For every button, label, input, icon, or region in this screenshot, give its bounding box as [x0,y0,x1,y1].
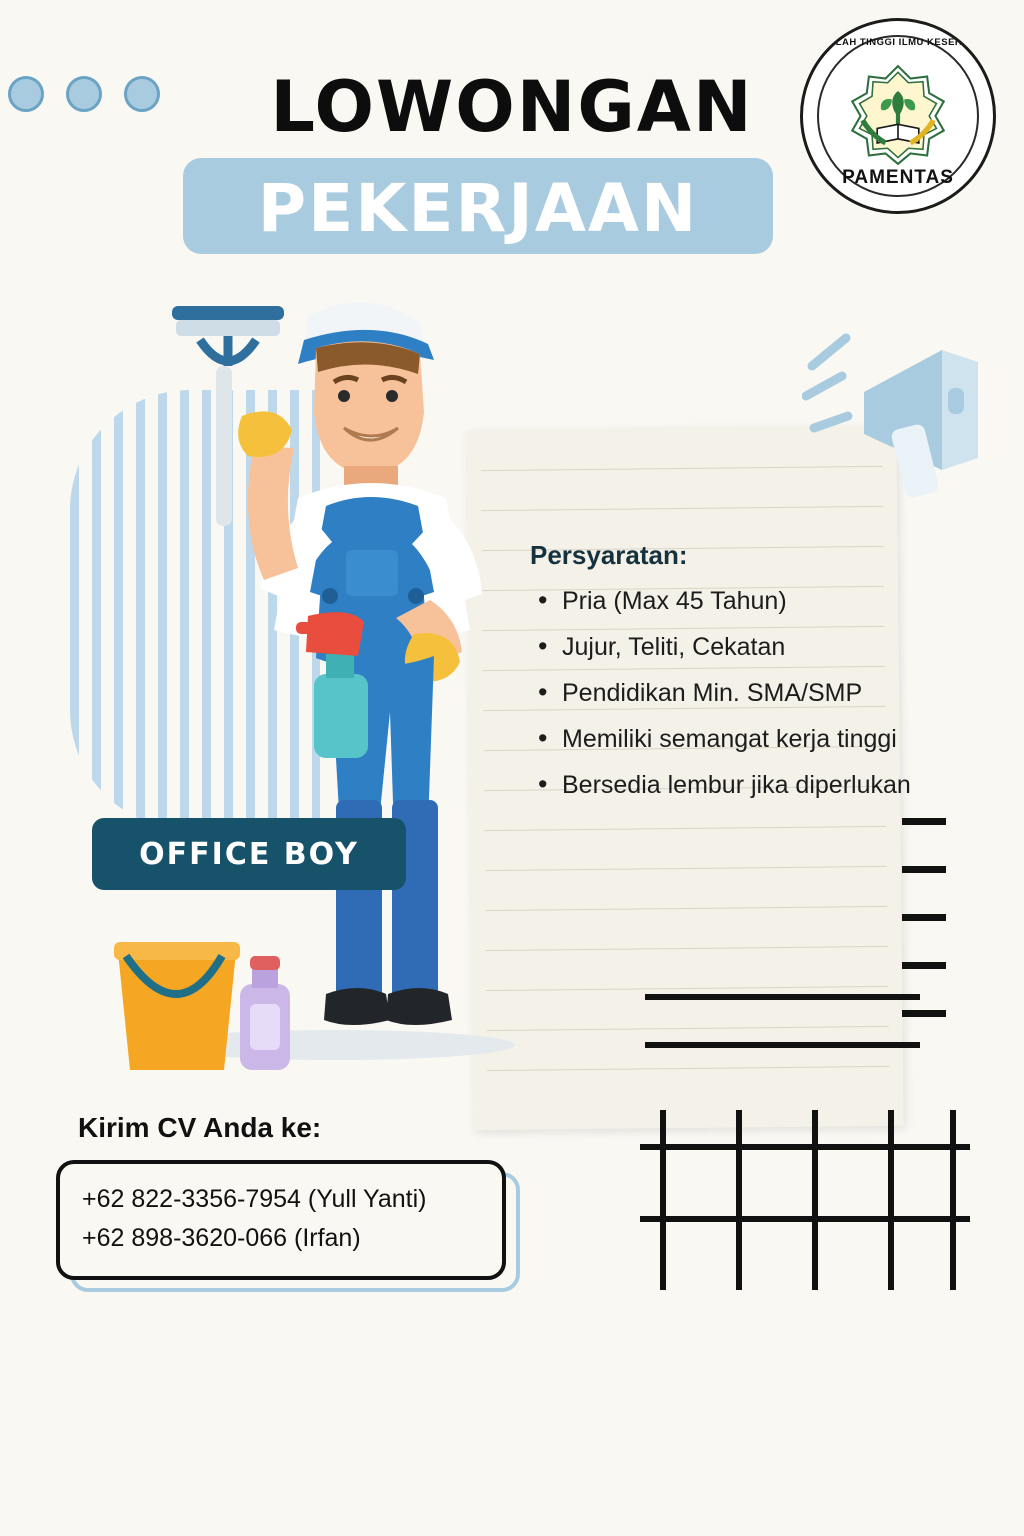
list-item: • Jujur, Teliti, Cekatan [530,631,930,663]
requirements-list [530,585,930,801]
contact-phone-2: +62 898-3620-066 (Irfan) [82,1223,361,1252]
requirements-heading: Persyaratan: [530,540,688,570]
page-title-secondary: PEKERJAAN [257,170,699,247]
position-badge [92,818,406,890]
contact-phone-1: +62 822-3356-7954 (Yull Yanti) [82,1185,427,1213]
list-item: • Pria (Max 45 Tahun) [530,585,930,617]
decorative-grid [640,1110,970,1290]
position-badge-label: OFFICE BOY [139,836,359,872]
logo-arc-bottom-text: PAMENTAS [842,167,954,188]
logo-arc-top-text: SEKOLAH TINGGI ILMU KESEHATAN [806,37,990,48]
logo-emblem-icon [846,62,950,166]
decorative-line [645,1042,920,1048]
decorative-dashes [902,818,946,1058]
list-item: • Memiliki semangat kerja tinggi [530,723,930,755]
page-title-primary: LOWONGAN [270,66,754,148]
list-item: • Bersedia lembur jika diperlukan [530,769,930,801]
requirements-section [530,540,930,815]
contact-box [56,1160,506,1280]
list-item: • Pendidikan Min. SMA/SMP [530,677,930,709]
send-cv-label: Kirim CV Anda ke: [78,1112,322,1143]
decorative-line [645,994,920,1000]
bucket-and-bottle-icon [100,920,310,1080]
institution-logo [800,18,996,214]
megaphone-icon [802,330,1002,520]
